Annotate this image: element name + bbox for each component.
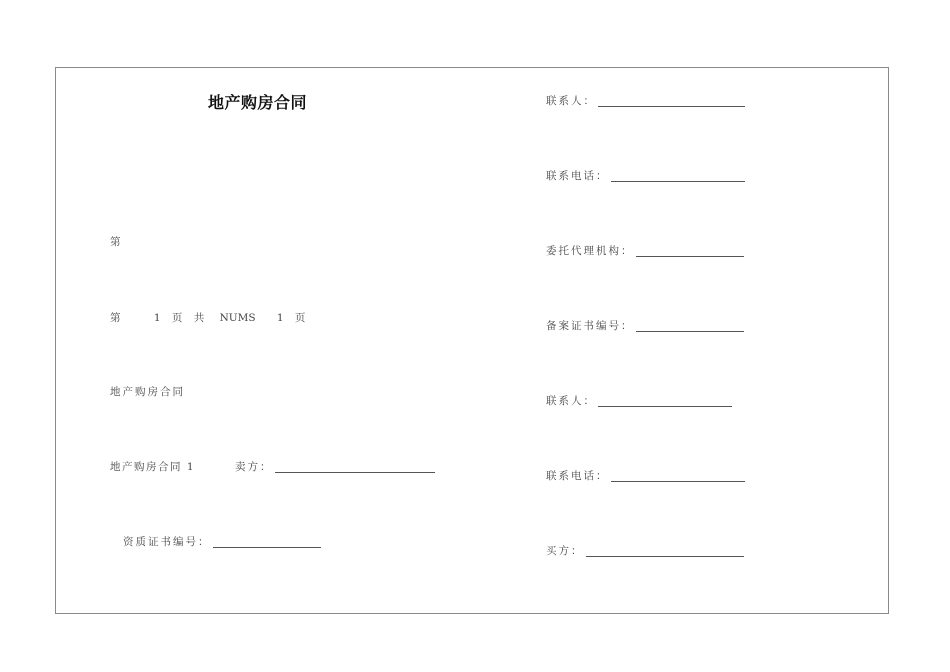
contact2-label: 联系人： bbox=[546, 395, 596, 407]
filing-cert-input-line[interactable] bbox=[636, 330, 744, 332]
phone1-input-line[interactable] bbox=[611, 180, 745, 182]
contact2-input-line[interactable] bbox=[598, 405, 732, 407]
contact1-label: 联系人： bbox=[546, 95, 596, 107]
phone2-label: 联系电话： bbox=[546, 470, 609, 482]
page-counter-page-word: 页 bbox=[171, 312, 183, 324]
document-subtitle: 地产购房合同 bbox=[110, 386, 185, 398]
phone1-field bbox=[546, 168, 745, 183]
phone2-field bbox=[546, 468, 745, 483]
contract-name: 地产购房合同 1 bbox=[110, 461, 196, 473]
filing-cert-field bbox=[546, 318, 744, 333]
phone1-label: 联系电话： bbox=[546, 170, 609, 182]
page-label: 第 bbox=[110, 236, 123, 248]
qualification-label: 资质证书编号： bbox=[123, 536, 211, 548]
phone2-input-line[interactable] bbox=[611, 480, 745, 482]
agency-field bbox=[546, 243, 744, 258]
page-counter-current: 1 bbox=[153, 312, 161, 324]
contact1-input-line[interactable] bbox=[598, 105, 745, 107]
document-title: 地产购房合同 bbox=[208, 93, 308, 112]
page-counter-suffix: 页 bbox=[294, 312, 306, 324]
contact2-field bbox=[546, 393, 732, 408]
qualification-input-line[interactable] bbox=[213, 546, 321, 548]
page-counter-prefix: 第 bbox=[110, 312, 121, 324]
agency-input-line[interactable] bbox=[636, 255, 744, 257]
filing-cert-label: 备案证书编号： bbox=[546, 320, 634, 332]
seller-field bbox=[235, 459, 435, 474]
page-counter bbox=[110, 310, 305, 325]
seller-label: 卖方： bbox=[235, 461, 273, 473]
buyer-input-line[interactable] bbox=[586, 555, 744, 557]
document-page-frame bbox=[55, 67, 889, 614]
agency-label: 委托代理机构： bbox=[546, 245, 634, 257]
page-counter-total-word: 共 bbox=[193, 312, 205, 324]
contact1-field bbox=[546, 93, 745, 108]
seller-input-line[interactable] bbox=[275, 471, 435, 473]
buyer-field bbox=[546, 543, 744, 558]
buyer-label: 买方： bbox=[546, 545, 584, 557]
qualification-field bbox=[123, 534, 321, 549]
page-counter-total-token: NUMS bbox=[219, 312, 256, 324]
page-counter-total-page: 1 bbox=[276, 312, 284, 324]
